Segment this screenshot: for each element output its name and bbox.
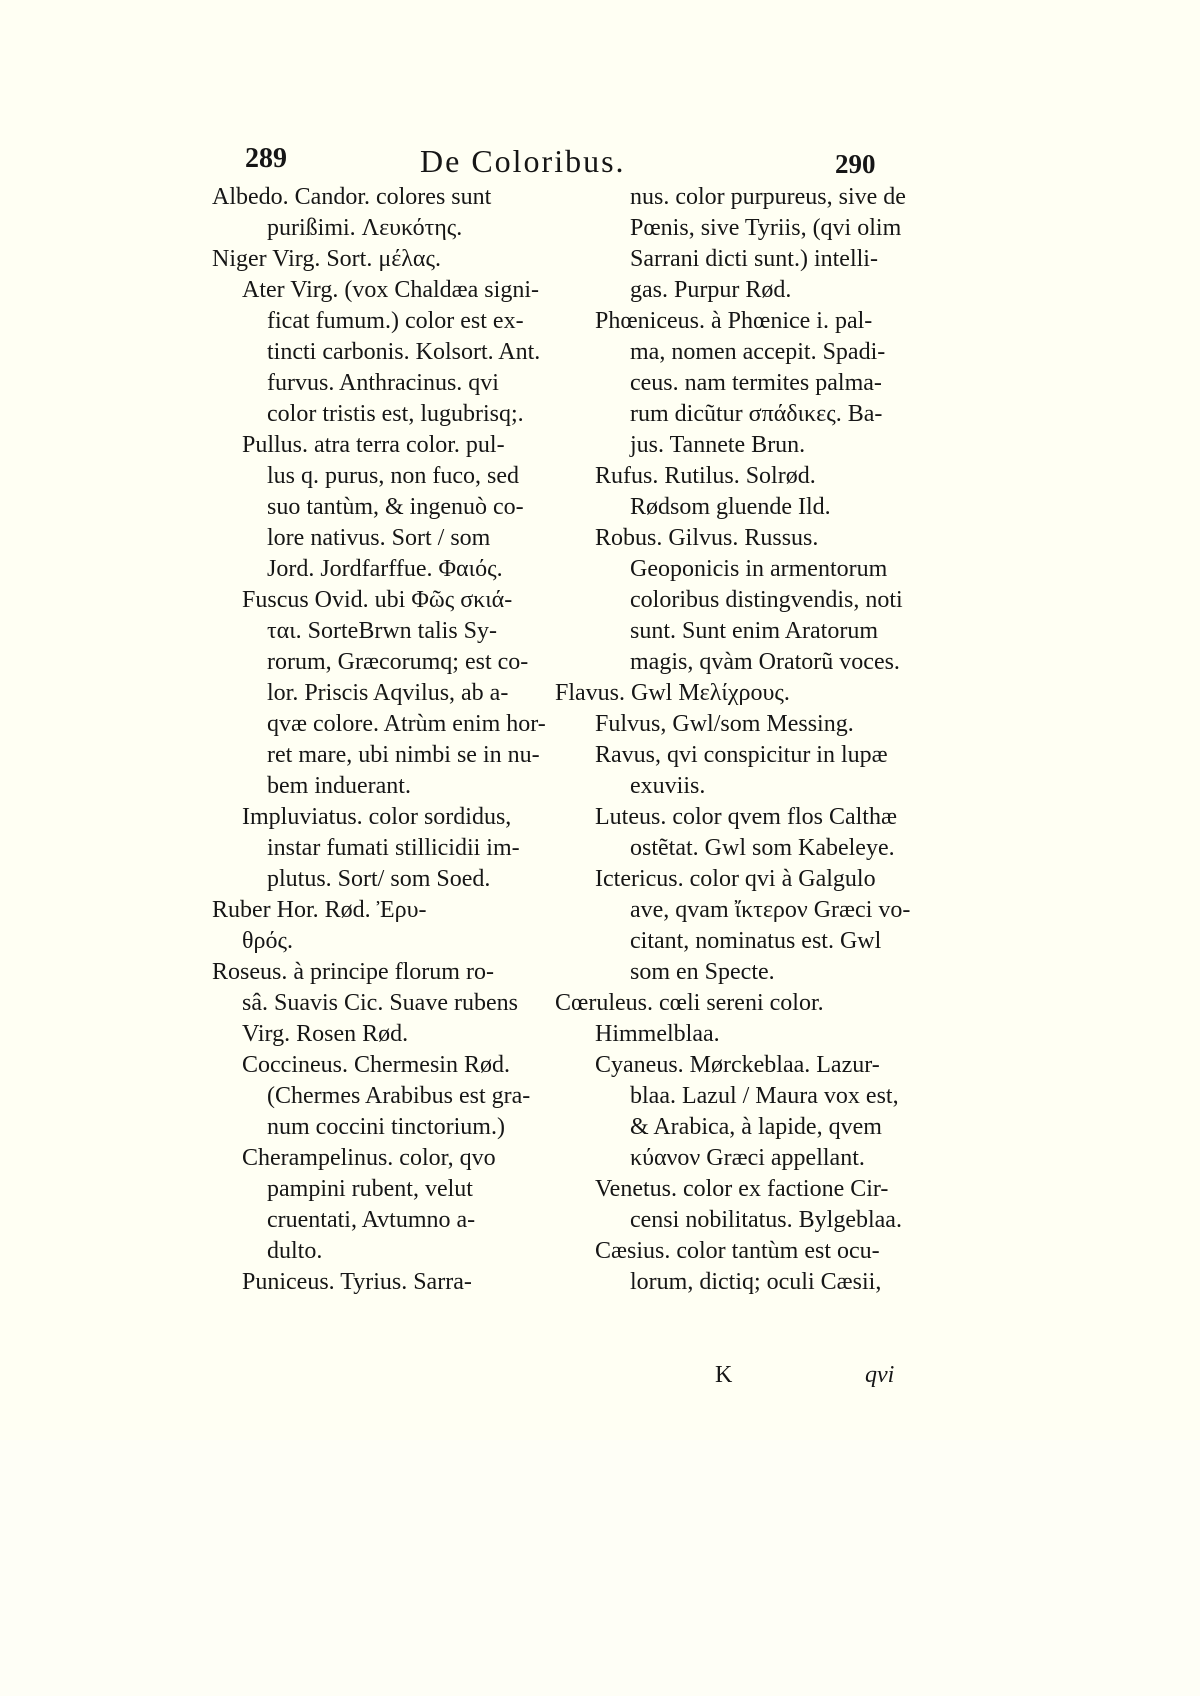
text-line: rorum, Græcorumq; est co- <box>267 649 529 675</box>
text-line: Roseus. à principe florum ro- <box>212 959 494 985</box>
text-line: pampini rubent, velut <box>267 1176 473 1202</box>
text-line: lore nativus. Sort / som <box>267 525 491 551</box>
text-line: Ravus, qvi conspicitur in lupæ <box>595 742 888 768</box>
text-line: qvæ colore. Atrùm enim hor- <box>267 711 546 737</box>
text-line: Impluviatus. color sordidus, <box>242 804 512 830</box>
text-line: jus. Tannete Brun. <box>630 432 806 458</box>
text-line: cruentati, Avtumno a- <box>267 1207 476 1233</box>
text-line: Niger Virg. Sort. μέλας. <box>212 246 441 272</box>
text-line: furvus. Anthracinus. qvi <box>267 370 499 396</box>
text-line: magis, qvàm Oratorũ voces. <box>630 649 900 675</box>
text-line: ostẽtat. Gwl som Kabeleye. <box>630 835 895 861</box>
text-line: rum dicũtur σπάδικες. Ba- <box>630 401 883 427</box>
text-line: ret mare, ubi nimbi se in nu- <box>267 742 540 768</box>
text-line: Cyaneus. Mørckeblaa. Lazur- <box>595 1052 880 1078</box>
text-line: Cherampelinus. color, qvo <box>242 1145 496 1171</box>
text-line: Ater Virg. (vox Chaldæa signi- <box>242 277 539 303</box>
text-line: ave, qvam ἴκτερον Græci vo- <box>630 897 911 923</box>
text-line: censi nobilitatus. Bylgeblaa. <box>630 1207 902 1233</box>
text-line: Cœruleus. cœli sereni color. <box>555 990 824 1016</box>
text-line: Virg. Rosen Rød. <box>242 1021 409 1047</box>
right-column <box>555 182 935 1298</box>
text-line: Albedo. Candor. colores sunt <box>212 184 492 210</box>
text-line: ται. SorteBrwn talis Sy- <box>267 618 498 644</box>
signature-mark: K <box>715 1362 733 1388</box>
page-number-left: 289 <box>245 143 287 174</box>
text-line: plutus. Sort/ som Soed. <box>267 866 491 892</box>
text-line: Luteus. color qvem flos Calthæ <box>595 804 897 830</box>
page-bottom-margin <box>0 1440 1200 1696</box>
text-line: coloribus distingvendis, noti <box>630 587 903 613</box>
text-line: Robus. Gilvus. Russus. <box>595 525 819 551</box>
text-line: bem induerant. <box>267 773 411 799</box>
text-line: θρός. <box>242 928 293 954</box>
text-line: Phœniceus. à Phœnice i. pal- <box>595 308 873 334</box>
text-line: lorum, dictiq; oculi Cæsii, <box>630 1269 882 1295</box>
page-header <box>240 135 940 185</box>
text-line: dulto. <box>267 1238 323 1264</box>
page-footer <box>555 1362 935 1393</box>
text-line: color tristis est, lugubrisq;. <box>267 401 524 427</box>
text-line: nus. color purpureus, sive de <box>630 184 906 210</box>
text-line: ceus. nam termites palma- <box>630 370 882 396</box>
text-line: Fuscus Ovid. ubi Φῶς σκιά- <box>242 587 513 613</box>
text-line: purißimi. Λευκότης. <box>267 215 463 241</box>
text-line: lor. Priscis Aqvilus, ab a- <box>267 680 509 706</box>
page-title: De Coloribus. <box>420 143 626 179</box>
text-line: Pœnis, sive Tyriis, (qvi olim <box>630 215 902 241</box>
text-line: citant, nominatus est. Gwl <box>630 928 882 954</box>
text-line: tincti carbonis. Kolsort. Ant. <box>267 339 541 365</box>
text-line: Ruber Hor. Rød. Ἐρυ- <box>212 897 427 923</box>
text-line: Puniceus. Tyrius. Sarra- <box>242 1269 472 1295</box>
text-line: Rufus. Rutilus. Solrød. <box>595 463 816 489</box>
text-line: Pullus. atra terra color. pul- <box>242 432 505 458</box>
text-line: sunt. Sunt enim Aratorum <box>630 618 878 644</box>
text-line: κύανον Græci appellant. <box>630 1145 865 1171</box>
text-line: Cæsius. color tantùm est ocu- <box>595 1238 880 1264</box>
text-line: & Arabica, à lapide, qvem <box>630 1114 882 1140</box>
left-column <box>212 182 557 1298</box>
text-line: sâ. Suavis Cic. Suave rubens <box>242 990 518 1016</box>
text-line: Jord. Jordfarffue. Φαιός. <box>267 556 503 582</box>
page-number-right: 290 <box>835 149 876 179</box>
text-line: exuviis. <box>630 773 706 799</box>
text-line: Rødsom gluende Ild. <box>630 494 831 520</box>
text-line: Geoponicis in armentorum <box>630 556 888 582</box>
text-line: Coccineus. Chermesin Rød. <box>242 1052 510 1078</box>
text-line: num coccini tinctorium.) <box>267 1114 505 1140</box>
text-line: Venetus. color ex factione Cir- <box>595 1176 889 1202</box>
text-line: ma, nomen accepit. Spadi- <box>630 339 886 365</box>
text-line: som en Specte. <box>630 959 775 985</box>
text-line: (Chermes Arabibus est gra- <box>267 1083 531 1109</box>
text-line: suo tantùm, & ingenuò co- <box>267 494 524 520</box>
text-line: Sarrani dicti sunt.) intelli- <box>630 246 878 272</box>
text-line: gas. Purpur Rød. <box>630 277 792 303</box>
text-line: ficat fumum.) color est ex- <box>267 308 524 334</box>
text-line: blaa. Lazul / Maura vox est, <box>630 1083 899 1109</box>
text-line: instar fumati stillicidii im- <box>267 835 520 861</box>
text-line: Ictericus. color qvi à Galgulo <box>595 866 876 892</box>
catchword: qvi <box>865 1362 895 1388</box>
text-line: lus q. purus, non fuco, sed <box>267 463 519 489</box>
text-line: Fulvus, Gwl/som Messing. <box>595 711 854 737</box>
text-line: Himmelblaa. <box>595 1021 720 1047</box>
text-line: Flavus. Gwl Μελίχρους. <box>555 680 790 706</box>
